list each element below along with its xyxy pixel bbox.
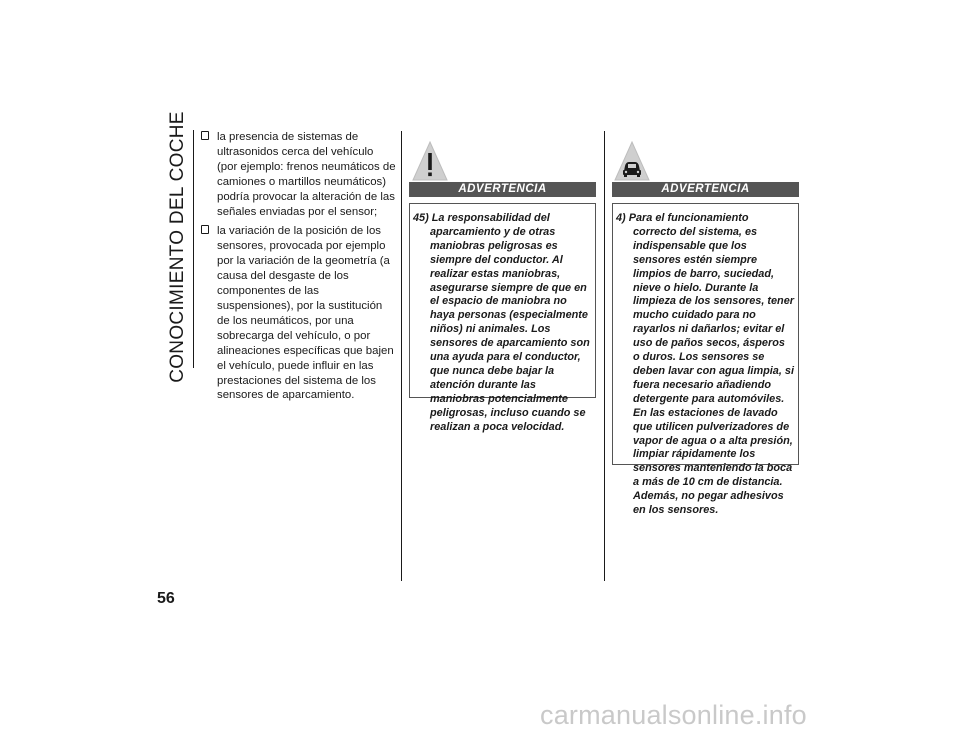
section-title-vertical	[167, 111, 189, 383]
section-title-text: CONOCIMIENTO DEL COCHE	[167, 111, 189, 383]
checkbox-bullet-icon	[201, 225, 209, 234]
warning-box	[612, 203, 799, 517]
column-divider-2	[604, 131, 605, 581]
exclamation-triangle-icon	[412, 141, 448, 181]
checkbox-bullet-icon	[201, 131, 209, 140]
list-item-text: la variación de la posición de los sensores, provocada por ejemplo por la variación de la geometría (a causa del desgaste de los componentes de las suspensiones), por la sustitución de los neumáticos, por una sobrecarga del vehículo, o por alineaciones específicas que bajen el vehículo, puede influir en las prestaciones del sistema de los sensores de aparcamiento.	[217, 225, 394, 402]
column-divider-1	[401, 131, 402, 581]
section-title-rule	[193, 130, 194, 368]
warning-header: ADVERTENCIA	[612, 182, 799, 197]
car-warning-triangle-icon	[614, 141, 650, 181]
warning-box	[409, 203, 596, 433]
warning-text: 4) Para el funcionamiento correcto del sistema, es indispensable que los sensores estén siempre limpios de barro, suciedad, nieve o hielo. Durante la limpieza de los sensores, tener mucho cuidado para no rayarlos ni dañarlos; evitar el uso de paños secos, ásperos o duros. Los sensores se deben lavar con agua limpia, si fuera necesario añadiendo detergente para automóviles. En las estaciones de lavado que utilicen pulverizadores de vapor de agua o a alta presión, limpiar rápidamente los sensores manteniendo la boca a más de 10 cm de distancia. Además, no pegar adhesivos en los sensores.	[616, 212, 795, 517]
list-item	[200, 130, 396, 219]
warning-text: 45) La responsabilidad del aparcamiento y de otras maniobras peligrosas es siempre del conductor. Al realizar estas maniobras, asegurarse siempre de que en el espacio de maniobra no haya personas (especialmente niños) ni animales. Los sensores de aparcamiento son una ayuda para el conductor, que nunca debe bajar la atención durante las maniobras potencialmente peligrosas, incluso cuando se realizan a poca velocidad.	[413, 212, 590, 433]
warning-header: ADVERTENCIA	[409, 182, 596, 197]
page-number: 56	[157, 590, 175, 607]
list-item-text: la presencia de sistemas de ultrasonidos cerca del vehículo (por ejemplo: frenos neumáticos de camiones o martillos neumáticos) podría provocar la alteración de las señales enviadas por el sensor;	[217, 131, 396, 218]
watermark: carmanualsonline.info	[540, 700, 807, 730]
list-item	[200, 224, 396, 403]
bullet-list	[200, 130, 396, 408]
